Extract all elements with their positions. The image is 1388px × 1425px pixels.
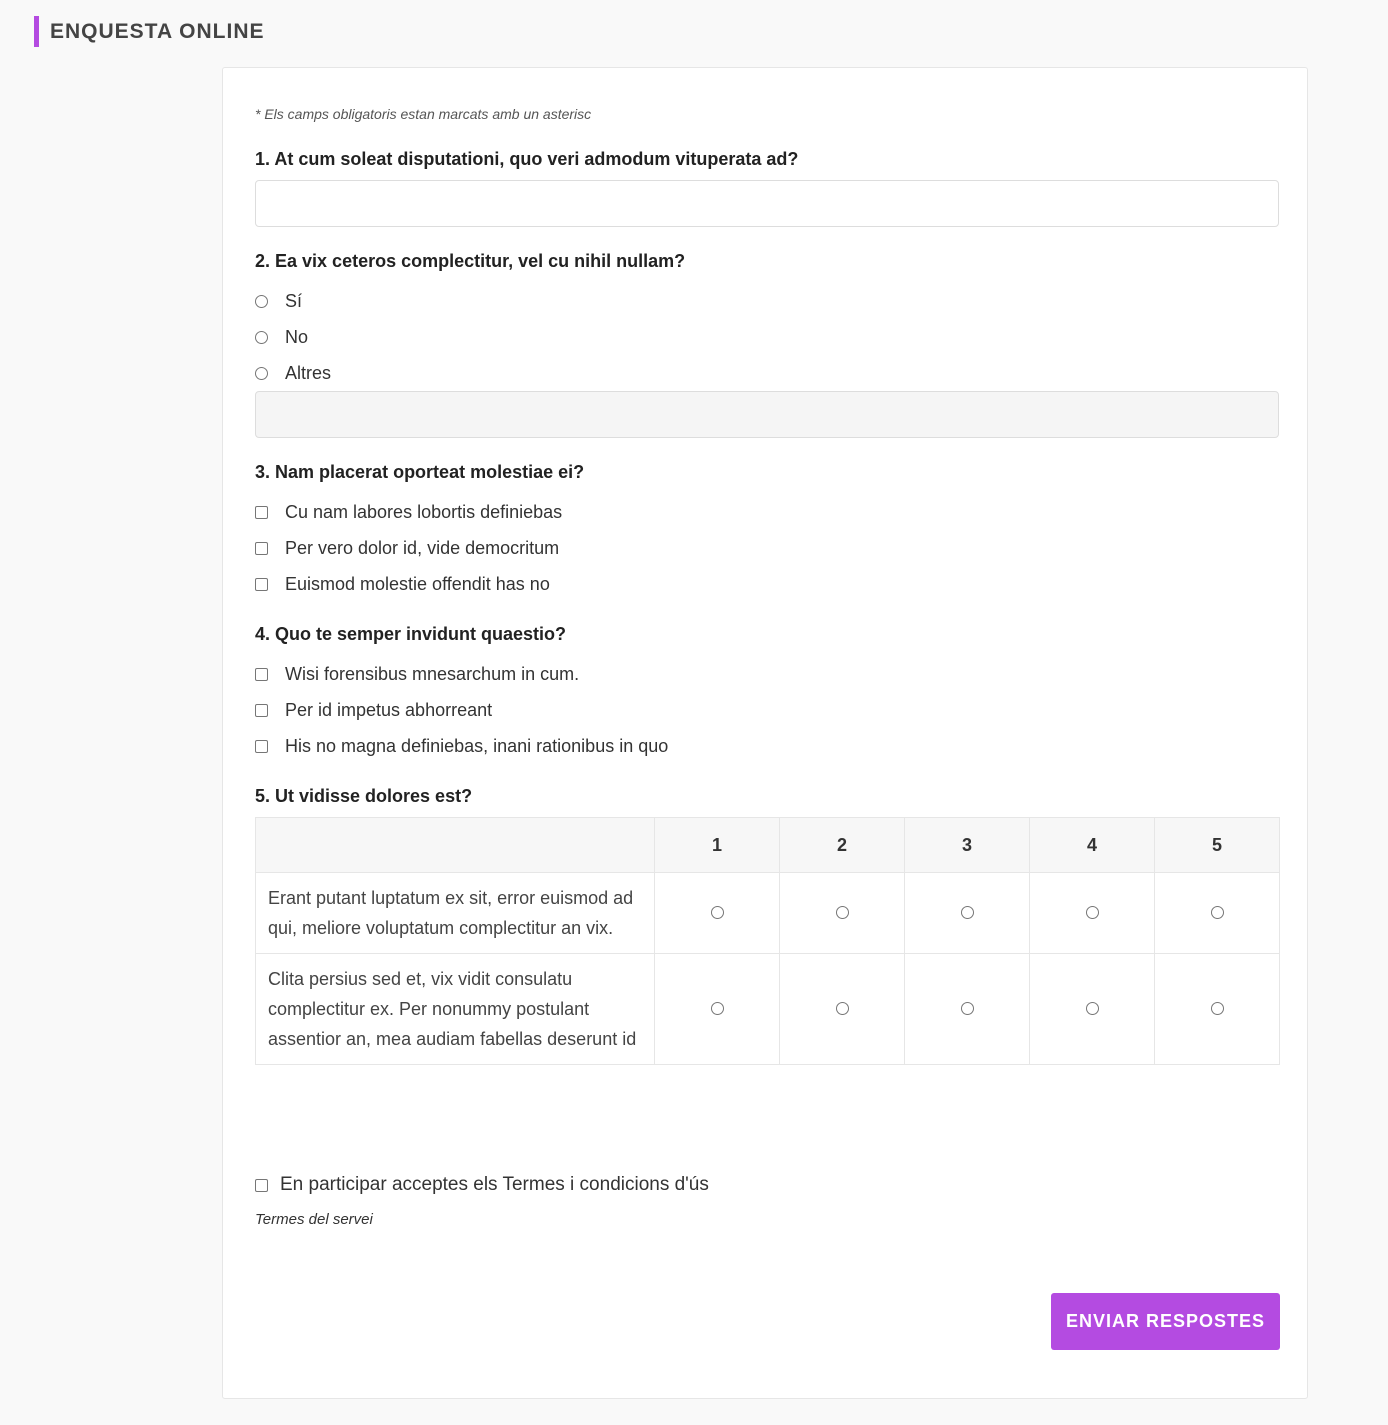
radio-button[interactable] [255, 295, 268, 308]
question-2-label: 2. Ea vix ceteros complectitur, vel cu nihil nullam? [255, 251, 686, 271]
matrix-row-label: Erant putant luptatum ex sit, error euismod ad qui, meliore voluptatum complectitur an vix. [256, 873, 655, 954]
question-4-option-1[interactable] [255, 662, 579, 686]
question-4-label: 4. Quo te semper invidunt quaestio? [255, 624, 567, 644]
checkbox[interactable] [255, 506, 268, 519]
matrix-corner-cell [256, 818, 655, 873]
question-3-option-2[interactable] [255, 536, 559, 560]
option-label: Sí [285, 290, 303, 311]
question-4-option-2[interactable] [255, 698, 492, 722]
matrix-cell [780, 873, 905, 954]
survey-card [222, 67, 1308, 1399]
question-3-label: 3. Nam placerat oporteat molestiae ei? [255, 462, 585, 482]
radio-button[interactable] [1086, 1002, 1099, 1015]
checkbox[interactable] [255, 578, 268, 591]
matrix-cell [655, 873, 780, 954]
page-title: ENQUESTA ONLINE [50, 19, 265, 43]
radio-button[interactable] [836, 1002, 849, 1015]
checkbox[interactable] [255, 740, 268, 753]
matrix-row [256, 873, 1280, 954]
matrix-cell [780, 954, 905, 1065]
option-label: Wisi forensibus mnesarchum in cum. [285, 663, 580, 684]
option-label: His no magna definiebas, inani rationibus in quo [285, 735, 669, 756]
question-5-label: 5. Ut vidisse dolores est? [255, 786, 473, 806]
terms-checkbox[interactable] [255, 1179, 268, 1192]
radio-button[interactable] [1211, 1002, 1224, 1015]
question-2-option-no[interactable] [255, 325, 308, 349]
matrix-column-header: 4 [1030, 818, 1155, 873]
question-2-option-si[interactable] [255, 289, 302, 313]
submit-button[interactable]: ENVIAR RESPOSTES [1051, 1293, 1280, 1350]
option-label: Altres [285, 362, 332, 383]
question-3-option-1[interactable] [255, 500, 562, 524]
radio-button[interactable] [836, 906, 849, 919]
terms-acceptance[interactable] [255, 1174, 709, 1196]
matrix-header-row [256, 818, 1280, 873]
matrix-row [256, 954, 1280, 1065]
matrix-cell [655, 954, 780, 1065]
rating-matrix [255, 817, 1280, 1065]
matrix-column-header: 2 [780, 818, 905, 873]
question-1-label: 1. At cum soleat disputationi, quo veri admodum vituperata ad? [255, 149, 799, 169]
checkbox[interactable] [255, 704, 268, 717]
matrix-cell [1155, 873, 1280, 954]
matrix-column-header: 1 [655, 818, 780, 873]
radio-button[interactable] [961, 1002, 974, 1015]
radio-button[interactable] [1086, 906, 1099, 919]
checkbox[interactable] [255, 542, 268, 555]
option-label: Per vero dolor id, vide democritum [285, 537, 560, 558]
matrix-row-label: Clita persius sed et, vix vidit consulatu complectitur ex. Per nonummy postulant assentior an, mea audiam fabellas deserunt id [256, 954, 655, 1065]
matrix-cell [905, 873, 1030, 954]
matrix-cell [905, 954, 1030, 1065]
question-2-other-input[interactable] [255, 391, 1279, 438]
matrix-cell [1155, 954, 1280, 1065]
radio-button[interactable] [255, 331, 268, 344]
matrix-cell [1030, 873, 1155, 954]
option-label: Cu nam labores lobortis definiebas [285, 501, 563, 522]
matrix-column-header: 3 [905, 818, 1030, 873]
question-3-option-3[interactable] [255, 572, 550, 596]
radio-button[interactable] [711, 906, 724, 919]
option-label: Euismod molestie offendit has no [285, 573, 550, 594]
question-4-option-3[interactable] [255, 734, 668, 758]
option-label: Per id impetus abhorreant [285, 699, 493, 720]
required-note: * Els camps obligatoris estan marcats amb un asterisc [255, 106, 592, 122]
question-1-input[interactable] [255, 180, 1279, 227]
matrix-cell [1030, 954, 1155, 1065]
question-2-option-altres[interactable] [255, 361, 331, 385]
terms-of-service-link[interactable]: Termes del servei [255, 1211, 373, 1228]
radio-button[interactable] [961, 906, 974, 919]
radio-button[interactable] [711, 1002, 724, 1015]
option-label: No [285, 326, 309, 347]
page-header [34, 16, 265, 47]
radio-button[interactable] [255, 367, 268, 380]
checkbox[interactable] [255, 668, 268, 681]
matrix-column-header: 5 [1155, 818, 1280, 873]
terms-label: En participar acceptes els Termes i condicions d'ús [280, 1174, 709, 1195]
radio-button[interactable] [1211, 906, 1224, 919]
